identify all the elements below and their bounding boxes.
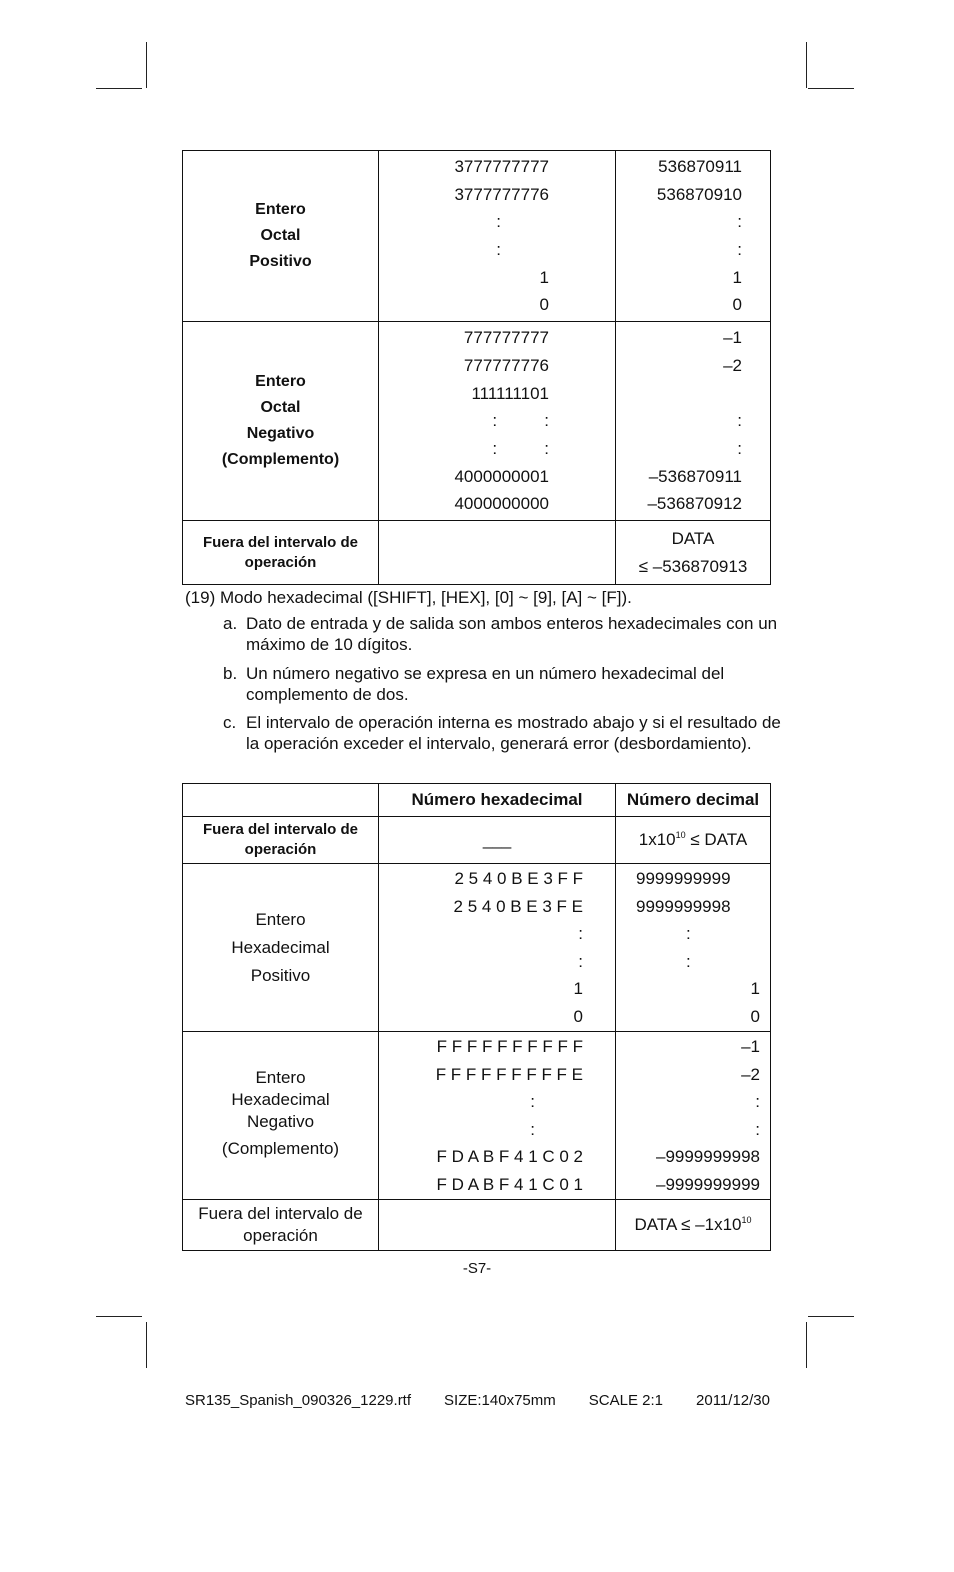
list-marker: b. — [223, 664, 238, 683]
column-header — [183, 784, 379, 817]
list-marker: c. — [223, 713, 237, 732]
decimal-values: DATA ≤ $-1x10^{10}$ — [616, 1200, 771, 1251]
decimal-values: $1x10^{10}$ ≤ DATA — [616, 817, 771, 864]
crop-mark — [96, 88, 142, 89]
decimal-values: DATA ≤ –536870913 — [616, 520, 771, 584]
decimal-values: –1 –2 : : –536870911 –536870912 — [616, 322, 771, 521]
octal-values — [379, 520, 616, 584]
crop-mark — [96, 1316, 142, 1317]
hex-values — [379, 1200, 616, 1251]
table-row — [183, 1032, 771, 1200]
list-item — [223, 712, 783, 754]
footer-size: SIZE:140x75mm — [444, 1392, 556, 1409]
decimal-values: 536870911 536870910 : : 1 0 — [616, 151, 771, 322]
column-header: Número hexadecimal — [379, 784, 616, 817]
section-heading: (19) Modo hexadecimal ([SHIFT], [HEX], [0] ~ [9], [A] ~ [F]). — [185, 588, 632, 607]
row-label: Entero Hexadecimal Negativo (Complemento) — [183, 1032, 379, 1200]
out-of-range-label: Fuera del intervalo de operación — [183, 1200, 379, 1251]
hex-values: F F F F F F F F F F F F F F F F F F F E : : F D A B F 4 1 C 0 2 F D A B F 4 1 C 0 1 — [379, 1032, 616, 1200]
out-of-range-label: Fuera del intervalo de operación — [183, 817, 379, 864]
octal-values: 3777777777 3777777776 : : 1 0 — [379, 151, 616, 322]
list-item-text: Dato de entrada y de salida son ambos enteros hexadecimales con un máximo de 10 dígitos. — [246, 614, 778, 654]
crop-mark — [808, 1316, 854, 1317]
hex-values: 2 5 4 0 B E 3 F F 2 5 4 0 B E 3 F E : : 1 0 — [379, 864, 616, 1032]
table-row — [183, 817, 771, 864]
list-item-text: El intervalo de operación interna es mostrado abajo y si el resultado de la operación exceder el intervalo, generará error (desbordamiento). — [246, 713, 781, 753]
footer-date: 2011/12/30 — [696, 1392, 770, 1409]
row-label: Entero Octal Positivo — [183, 151, 379, 322]
table-row — [183, 864, 771, 1032]
footer-scale: SCALE 2:1 — [588, 1392, 663, 1409]
list-item — [223, 613, 783, 655]
row-label: Entero Hexadecimal Positivo — [183, 864, 379, 1032]
decimal-values: 9999999999 9999999998 : : 1 0 — [616, 864, 771, 1032]
decimal-values: –1 –2 : : –9999999998 –9999999999 — [616, 1032, 771, 1200]
footer-file: SR135_Spanish_090326_1229.rtf — [185, 1392, 412, 1409]
row-label: Entero Octal Negativo (Complemento) — [183, 322, 379, 521]
crop-mark — [146, 42, 147, 88]
out-of-range-label: Fuera del intervalo de operación — [183, 520, 379, 584]
crop-mark — [806, 1322, 807, 1368]
print-footer — [185, 1392, 770, 1409]
table-header-row — [183, 784, 771, 817]
table-row — [183, 520, 771, 584]
page-number: -S7- — [462, 1260, 492, 1277]
octal-values: 777777777 777777776 111111101 : : : : 4000000001 4000000000 — [379, 322, 616, 521]
list-item-text: Un número negativo se expresa en un número hexadecimal del complemento de dos. — [246, 664, 725, 704]
crop-mark — [808, 88, 854, 89]
crop-mark — [806, 42, 807, 88]
crop-mark — [146, 1322, 147, 1368]
list-marker: a. — [223, 614, 238, 633]
list-item — [223, 663, 783, 705]
hex-range-table — [182, 783, 771, 1251]
table-row — [183, 151, 771, 322]
column-header: Número decimal — [616, 784, 771, 817]
octal-range-table — [182, 150, 771, 585]
table-row — [183, 322, 771, 521]
table-row — [183, 1200, 771, 1251]
hex-values: ___ — [379, 817, 616, 864]
